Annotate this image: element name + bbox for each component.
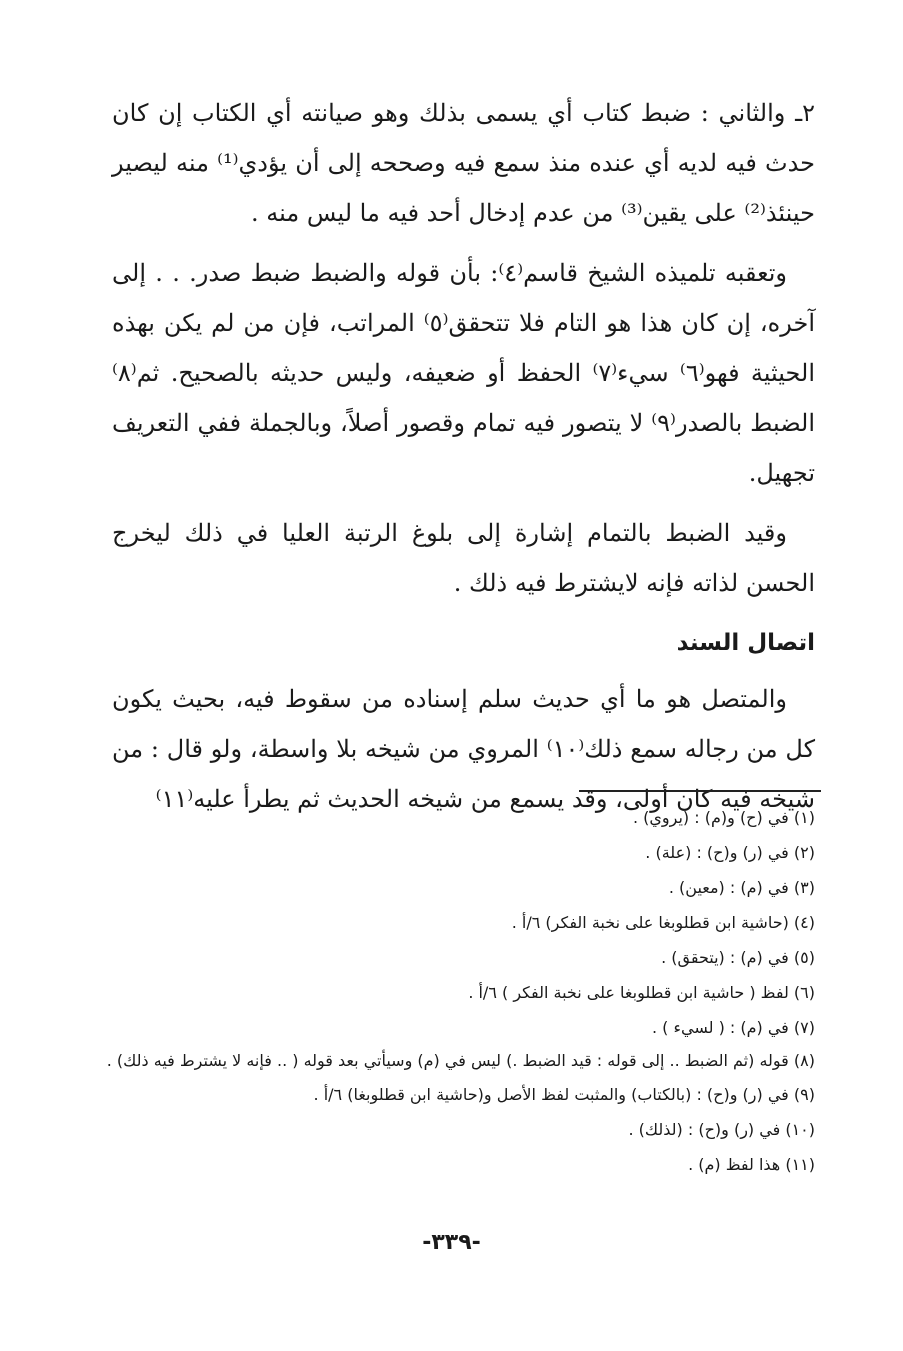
footnote-9: (٩) في (ر) و(ح) : (بالكتاب) والمثبت لفظ الأصل و(حاشية ابن قطلوبغا) ٦/أ . — [313, 1085, 815, 1104]
footnotes — [100, 800, 815, 1182]
footnote-8: (٨) قوله (ثم الضبط .. إلى قوله : قيد الضبط .) ليس في (م) وسيأتي بعد قوله ( .. فإنه لا يشترط فيه ذلك) . — [106, 1051, 815, 1070]
footnote-3: (٣) في (م) : (معين) . — [668, 878, 815, 897]
footnote-11: (١١) هذا لفظ (م) . — [688, 1155, 815, 1174]
footnote-10: (١٠) في (ر) و(ح) : (لذلك) . — [628, 1120, 815, 1139]
footnote-4: (٤) (حاشية ابن قطلوبغا على نخبة الفكر) ٦/أ . — [511, 913, 815, 932]
paragraph-2: وتعقبه تلميذه الشيخ قاسم⁽٤⁾: بأن قوله والضبط ضبط صدر. . . إلى آخره، إن كان هذا هو التام فلا تتحقق⁽٥⁾ المراتب، فإن من لم يكن بهذه الحيثية فهو⁽٦⁾ سيء⁽٧⁾ الحفظ أو ضعيفه، وليس حديثه بالصحيح. ثم⁽٨⁾ الضبط بالصدر⁽٩⁾ لا يتصور فيه تمام وقصور أصلاً، وبالجملة ففي التعريف تجهيل. — [112, 259, 815, 487]
main-text — [112, 88, 815, 834]
footnote-divider — [579, 790, 821, 792]
footnote-2: (٢) في (ر) و(ح) : (علة) . — [645, 843, 815, 862]
paragraph-1: ٢ـ والثاني : ضبط كتاب أي يسمى بذلك وهو صيانته أي الكتاب إن كان حدث فيه لديه أي عنده منذ سمع فيه وصححه إلى أن يؤدي⁽¹⁾ منه ليصير حينئذ⁽²⁾ على يقين⁽³⁾ من عدم إدخال أحد فيه ما ليس منه . — [112, 99, 816, 227]
footnote-1: (١) في (ح) و(م) : (يروي) . — [632, 808, 815, 827]
paragraph-4: والمتصل هو ما أي حديث سلم إسناده من سقوط فيه، بحيث يكون كل من رجاله سمع ذلك⁽١٠⁾ المروي من شيخه بلا واسطة، ولو قال : من شيخه فيه كان أولى، وقد يسمع من شيخه الحديث ثم يطرأ عليه⁽١١⁾ — [112, 685, 816, 813]
page-number: -٣٣٩- — [422, 1230, 481, 1255]
paragraph-3: وقيد الضبط بالتمام إشارة إلى بلوغ الرتبة العليا في ذلك ليخرج الحسن لذاته فإنه لايشترط فيه ذلك . — [112, 519, 815, 597]
footnote-7: (٧) في (م) : ( لسيء ) . — [651, 1018, 815, 1037]
section-heading: اتصال السند — [676, 630, 815, 656]
footnote-5: (٥) في (م) : (يتحقق) . — [661, 948, 815, 967]
footnote-6: (٦) لفظ ( حاشية ابن قطلوبغا على نخبة الفكر ) ٦/أ . — [468, 983, 815, 1002]
